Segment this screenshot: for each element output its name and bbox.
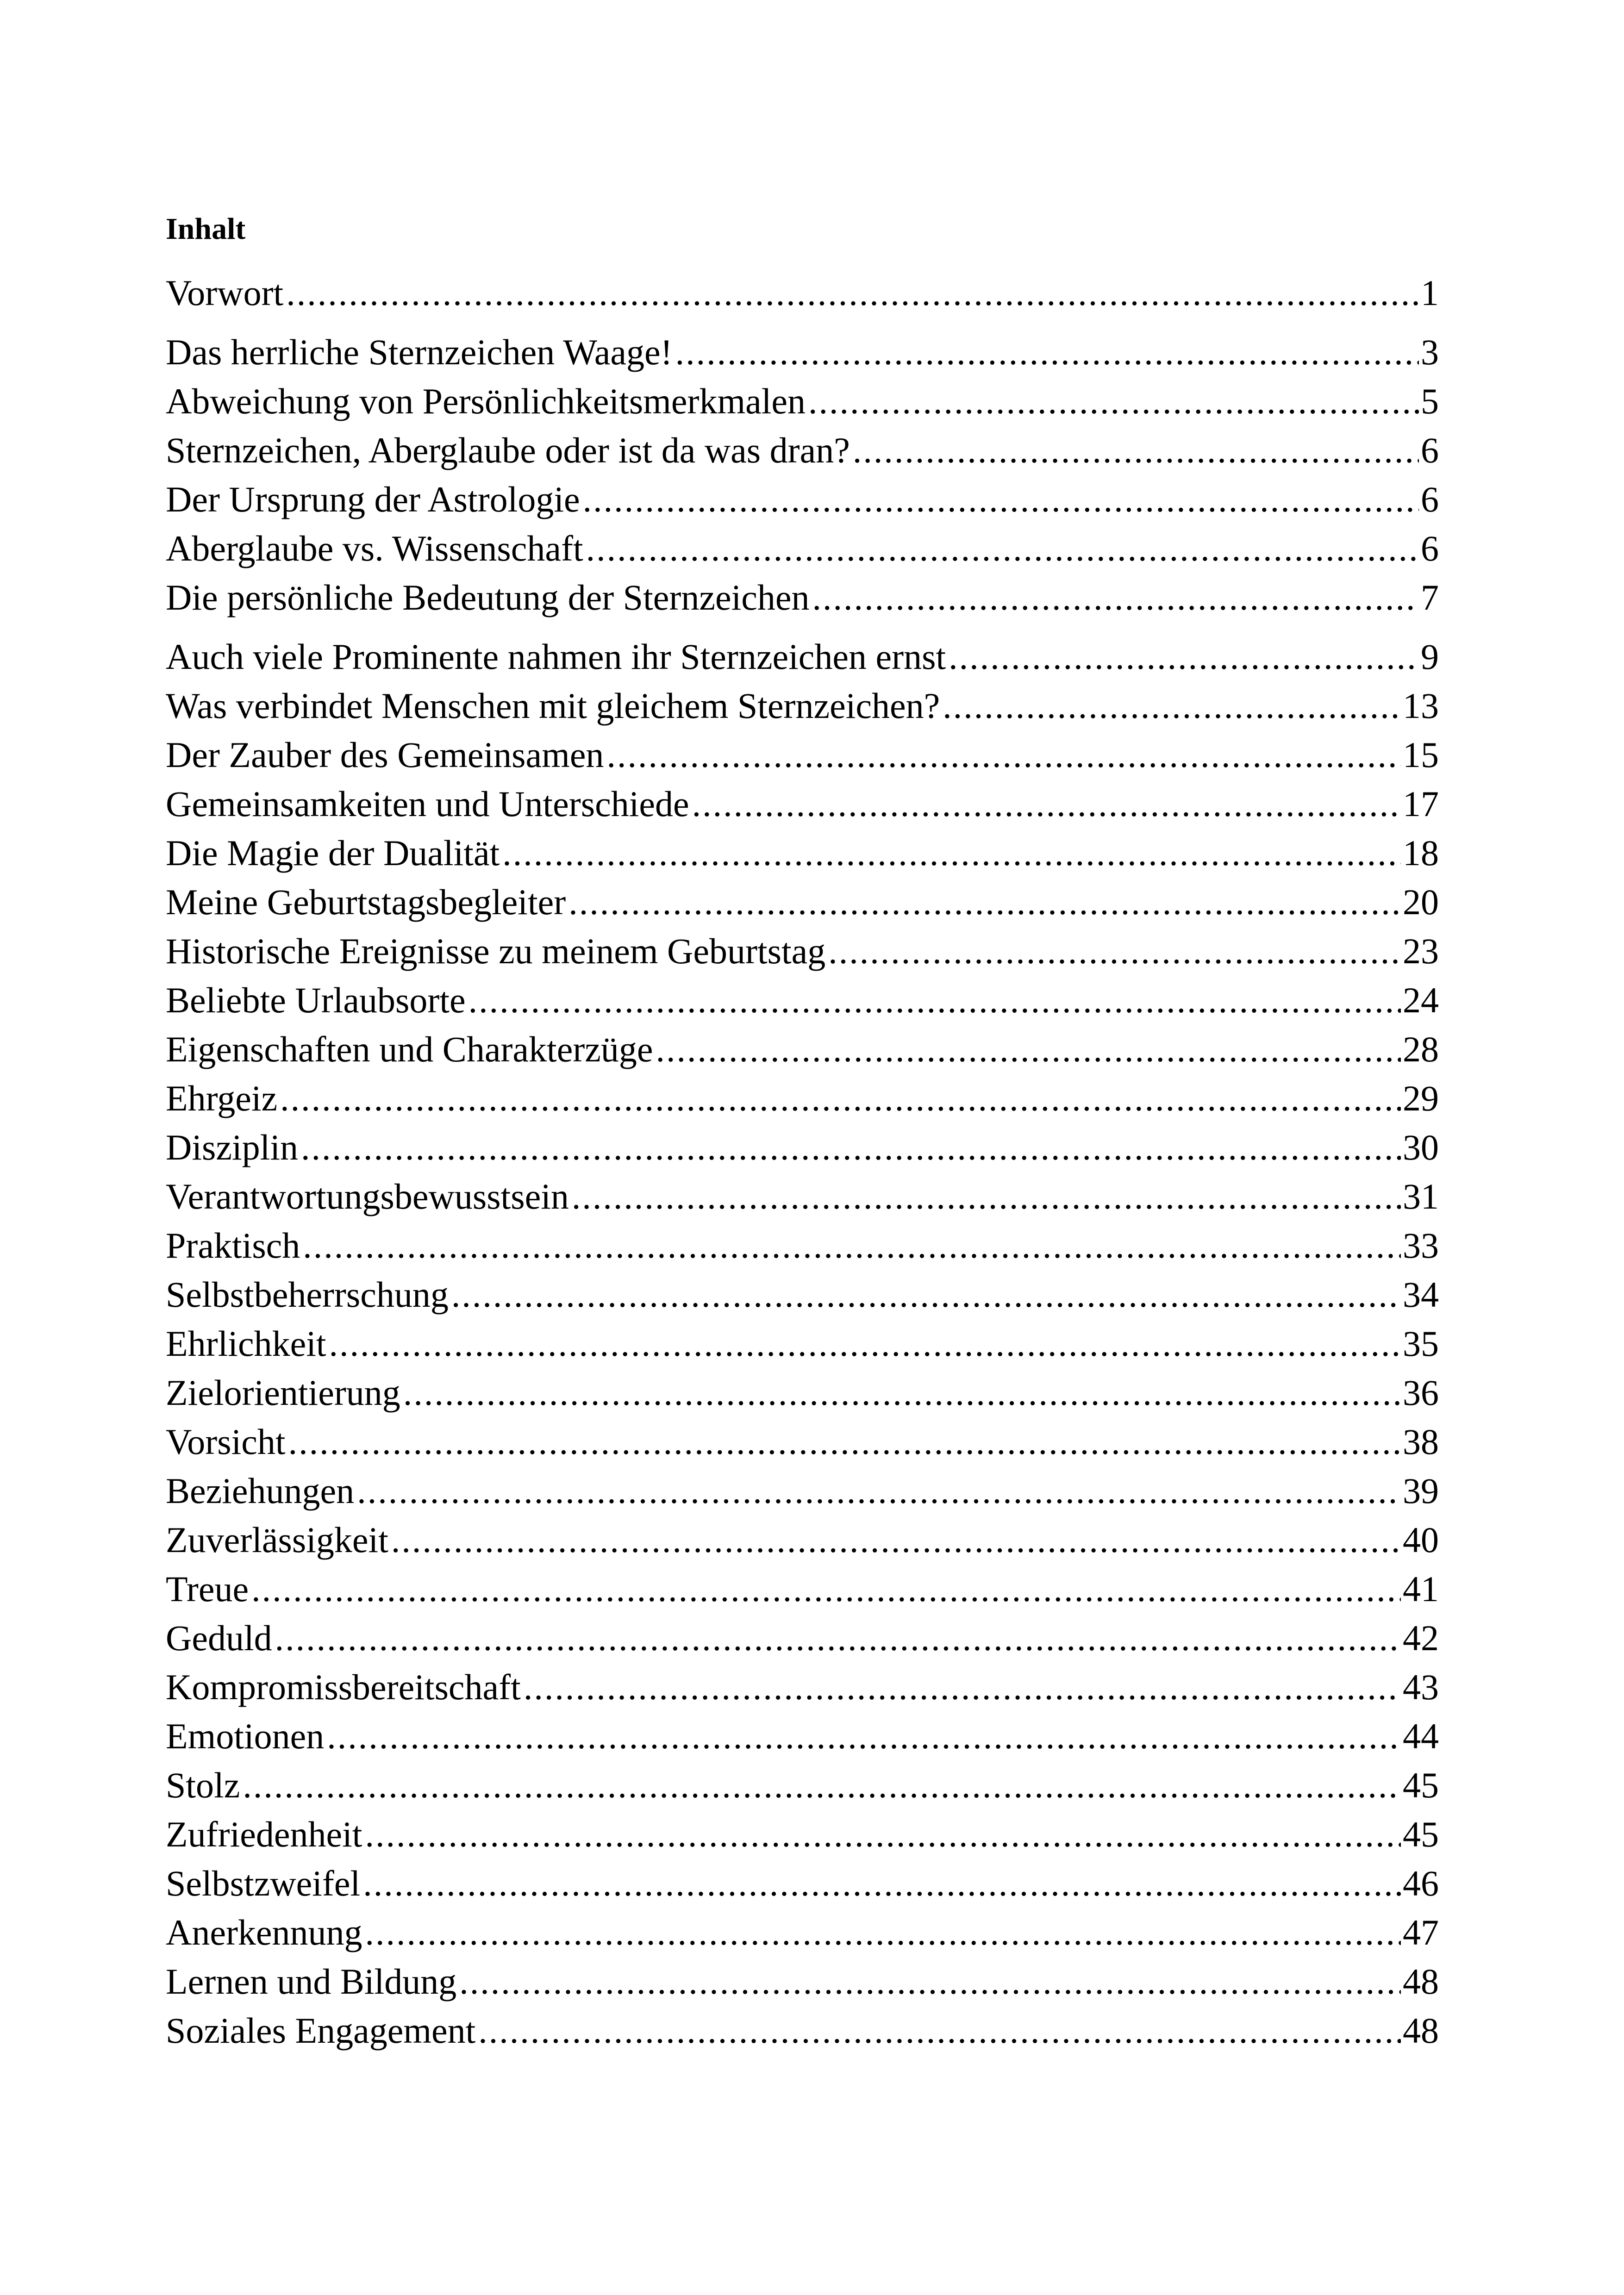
toc-entry[interactable]	[166, 1614, 1439, 1663]
toc-entry-title: Aberglaube vs. Wissenschaft	[166, 528, 583, 568]
toc-entry-page: 24	[1403, 980, 1439, 1020]
toc-entry-page: 47	[1403, 1912, 1439, 1952]
toc-dot-leader	[303, 1221, 1401, 1270]
toc-entry-title: Der Ursprung der Astrologie	[166, 479, 580, 519]
toc-entry-page: 39	[1403, 1471, 1439, 1511]
toc-dot-leader	[251, 1565, 1401, 1614]
toc-dot-leader	[327, 1712, 1401, 1761]
toc-dot-leader	[675, 328, 1419, 377]
toc-dot-leader	[656, 1025, 1401, 1074]
toc-entry-page: 13	[1403, 686, 1439, 726]
toc-dot-leader	[301, 1123, 1401, 1172]
toc-entry-page: 6	[1421, 479, 1439, 519]
toc-entry[interactable]	[166, 632, 1439, 681]
toc-dot-leader	[853, 426, 1419, 475]
toc-entry[interactable]	[166, 780, 1439, 829]
toc-entry[interactable]	[166, 426, 1439, 475]
toc-entry[interactable]	[166, 475, 1439, 524]
toc-entry-title: Verantwortungsbewusstsein	[166, 1176, 569, 1216]
toc-dot-leader	[586, 524, 1419, 573]
toc-entry-page: 43	[1403, 1667, 1439, 1707]
toc-entry-page: 40	[1403, 1520, 1439, 1560]
toc-entry-page: 36	[1403, 1372, 1439, 1413]
toc-entry-title: Die Magie der Dualität	[166, 833, 500, 873]
toc-entry-page: 45	[1403, 1814, 1439, 1854]
toc-entry[interactable]	[166, 2006, 1439, 2055]
toc-entry-title: Ehrgeiz	[166, 1078, 278, 1118]
toc-entry[interactable]	[166, 1761, 1439, 1810]
toc-entry-page: 18	[1403, 833, 1439, 873]
toc-entry-title: Meine Geburtstagsbegleiter	[166, 882, 566, 922]
toc-dot-leader	[502, 829, 1401, 878]
toc-dot-leader	[363, 1859, 1401, 1908]
toc-dot-leader	[572, 1172, 1401, 1221]
toc-dot-leader	[606, 730, 1401, 780]
toc-entry-page: 35	[1403, 1323, 1439, 1364]
toc-dot-leader	[828, 927, 1401, 976]
toc-entry-title: Kompromissbereitschaft	[166, 1667, 521, 1707]
toc-entry-title: Der Zauber des Gemeinsamen	[166, 735, 604, 775]
toc-entry[interactable]	[166, 1172, 1439, 1221]
toc-entry-title: Praktisch	[166, 1225, 300, 1266]
toc-entry[interactable]	[166, 1565, 1439, 1614]
toc-entry-page: 30	[1403, 1127, 1439, 1167]
toc-entry[interactable]	[166, 1221, 1439, 1270]
toc-entry-title: Selbstzweifel	[166, 1863, 361, 1903]
toc-entry[interactable]	[166, 1712, 1439, 1761]
toc-dot-leader	[943, 681, 1401, 730]
toc-entry[interactable]	[166, 1417, 1439, 1466]
toc-entry[interactable]	[166, 681, 1439, 730]
toc-dot-leader	[288, 1417, 1401, 1466]
toc-list	[166, 268, 1439, 2055]
toc-dot-leader	[692, 780, 1401, 829]
toc-entry[interactable]	[166, 829, 1439, 878]
toc-dot-leader	[243, 1761, 1401, 1810]
toc-entry[interactable]	[166, 1319, 1439, 1368]
toc-entry-title: Auch viele Prominente nahmen ihr Sternzeichen ernst	[166, 636, 946, 677]
toc-entry-title: Ehrlichkeit	[166, 1323, 326, 1364]
toc-entry[interactable]	[166, 730, 1439, 780]
toc-entry-title: Vorsicht	[166, 1422, 286, 1462]
toc-entry-page: 41	[1403, 1569, 1439, 1609]
toc-entry[interactable]	[166, 328, 1439, 377]
toc-dot-leader	[949, 632, 1419, 681]
toc-entry-page: 6	[1421, 430, 1439, 470]
toc-entry-page: 5	[1421, 381, 1439, 421]
toc-entry-page: 3	[1421, 332, 1439, 372]
toc-dot-leader	[568, 878, 1401, 927]
toc-entry-title: Eigenschaften und Charakterzüge	[166, 1029, 653, 1069]
toc-entry-page: 1	[1421, 273, 1439, 313]
toc-entry[interactable]	[166, 1515, 1439, 1565]
toc-entry-title: Zufriedenheit	[166, 1814, 362, 1854]
toc-entry-page: 33	[1403, 1225, 1439, 1266]
toc-entry[interactable]	[166, 927, 1439, 976]
toc-entry-title: Geduld	[166, 1618, 272, 1658]
toc-heading: Inhalt	[166, 212, 246, 246]
toc-entry[interactable]	[166, 1123, 1439, 1172]
toc-entry-title: Stolz	[166, 1765, 240, 1805]
toc-entry-page: 28	[1403, 1029, 1439, 1069]
toc-entry[interactable]	[166, 524, 1439, 573]
toc-entry-title: Beziehungen	[166, 1471, 355, 1511]
toc-dot-leader	[403, 1368, 1401, 1417]
toc-entry-title: Sternzeichen, Aberglaube oder ist da was dran?	[166, 430, 850, 470]
toc-entry-title: Historische Ereignisse zu meinem Geburtstag	[166, 931, 826, 971]
toc-entry-page: 9	[1421, 636, 1439, 677]
toc-entry-page: 44	[1403, 1716, 1439, 1756]
toc-entry[interactable]	[166, 1908, 1439, 1957]
toc-entry[interactable]	[166, 1466, 1439, 1515]
toc-entry-page: 48	[1403, 1961, 1439, 2002]
toc-entry-page: 31	[1403, 1176, 1439, 1216]
toc-entry-page: 6	[1421, 528, 1439, 568]
toc-entry[interactable]	[166, 1859, 1439, 1908]
toc-entry-title: Was verbindet Menschen mit gleichem Sternzeichen?	[166, 686, 940, 726]
toc-dot-leader	[329, 1319, 1401, 1368]
toc-entry-title: Treue	[166, 1569, 249, 1609]
toc-dot-leader	[365, 1908, 1401, 1957]
toc-entry[interactable]	[166, 976, 1439, 1025]
toc-entry[interactable]	[166, 573, 1439, 622]
toc-entry-title: Emotionen	[166, 1716, 325, 1756]
toc-entry[interactable]	[166, 377, 1439, 426]
toc-entry-title: Zuverlässigkeit	[166, 1520, 388, 1560]
toc-entry-title: Abweichung von Persönlichkeitsmerkmalen	[166, 381, 806, 421]
toc-entry-page: 34	[1403, 1274, 1439, 1315]
toc-dot-leader	[478, 2006, 1401, 2055]
toc-dot-leader	[451, 1270, 1401, 1319]
toc-entry-title: Vorwort	[166, 273, 284, 313]
toc-entry-page: 17	[1403, 784, 1439, 824]
toc-entry-page: 15	[1403, 735, 1439, 775]
toc-entry-page: 45	[1403, 1765, 1439, 1805]
toc-dot-leader	[812, 573, 1419, 622]
toc-dot-leader	[275, 1614, 1401, 1663]
toc-entry-page: 46	[1403, 1863, 1439, 1903]
toc-entry-title: Selbstbeherrschung	[166, 1274, 449, 1315]
toc-entry-page: 42	[1403, 1618, 1439, 1658]
toc-entry-title: Soziales Engagement	[166, 2010, 476, 2051]
toc-entry-title: Anerkennung	[166, 1912, 362, 1952]
toc-entry[interactable]	[166, 1663, 1439, 1712]
toc-entry[interactable]	[166, 1810, 1439, 1859]
toc-dot-leader	[286, 268, 1419, 318]
toc-entry-page: 7	[1421, 577, 1439, 617]
toc-entry-title: Disziplin	[166, 1127, 298, 1167]
toc-entry-title: Lernen und Bildung	[166, 1961, 457, 2002]
toc-entry-title: Das herrliche Sternzeichen Waage!	[166, 332, 673, 372]
toc-entry-title: Die persönliche Bedeutung der Sternzeichen	[166, 577, 810, 617]
toc-dot-leader	[468, 976, 1401, 1025]
toc-dot-leader	[808, 377, 1419, 426]
toc-entry-page: 48	[1403, 2010, 1439, 2051]
toc-entry[interactable]	[166, 268, 1439, 318]
toc-dot-leader	[357, 1466, 1401, 1515]
toc-entry[interactable]	[166, 1074, 1439, 1123]
toc-dot-leader	[459, 1957, 1401, 2006]
toc-entry-title: Gemeinsamkeiten und Unterschiede	[166, 784, 689, 824]
toc-entry-title: Zielorientierung	[166, 1372, 400, 1413]
toc-entry-title: Beliebte Urlaubsorte	[166, 980, 466, 1020]
toc-dot-leader	[365, 1810, 1401, 1859]
toc-entry-page: 23	[1403, 931, 1439, 971]
toc-dot-leader	[583, 475, 1419, 524]
toc-entry-page: 20	[1403, 882, 1439, 922]
toc-dot-leader	[524, 1663, 1401, 1712]
toc-dot-leader	[391, 1515, 1401, 1565]
toc-dot-leader	[280, 1074, 1401, 1123]
toc-entry[interactable]	[166, 1368, 1439, 1417]
toc-entry-page: 29	[1403, 1078, 1439, 1118]
toc-entry[interactable]	[166, 1957, 1439, 2006]
toc-entry[interactable]	[166, 878, 1439, 927]
toc-entry[interactable]	[166, 1270, 1439, 1319]
toc-entry-page: 38	[1403, 1422, 1439, 1462]
toc-entry[interactable]	[166, 1025, 1439, 1074]
